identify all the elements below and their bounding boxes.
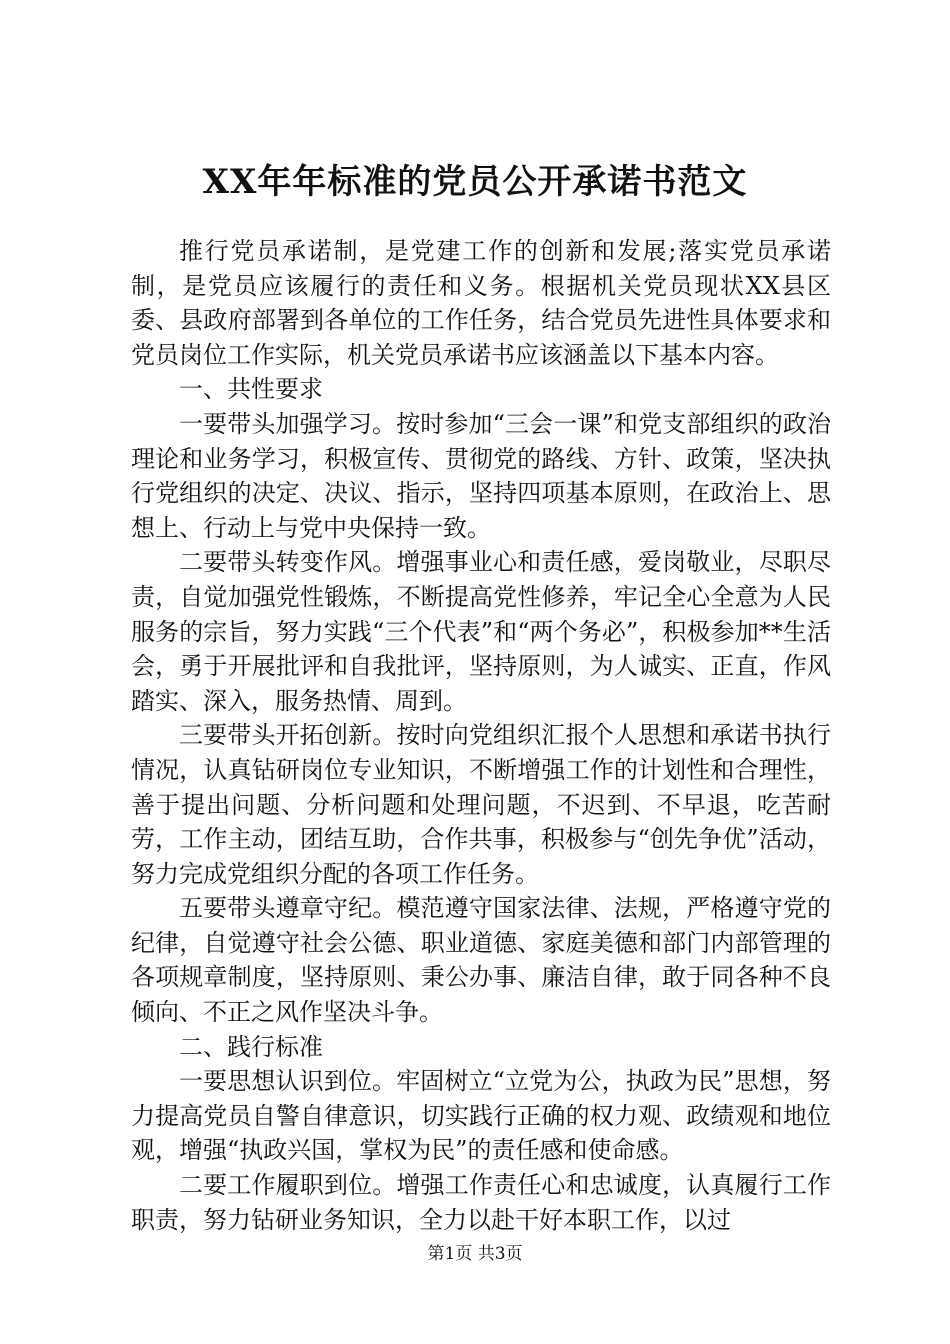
section-heading-practice-standards: 二、践行标准	[179, 1032, 323, 1061]
document-body	[131, 234, 831, 1237]
paragraph-study: 一要带头加强学习。按时参加“三会一课”和党支部组织的政治理论和业务学习，积极宣传、贯彻党的路线、方针、政策，坚决执行党组织的决定、决议、指示，坚持四项基本原则，在政治上、思想上、行动上与党中央保持一致。	[131, 409, 831, 542]
paragraph-work-style: 二要带头转变作风。增强事业心和责任感，爱岗敬业，尽职尽责，自觉加强党性锻炼，不断提高党性修养，牢记全心全意为人民服务的宗旨，努力实践“三个代表”和“两个务必”，积极参加**生活会，勇于开展批评和自我批评，坚持原则，为人诚实、正直，作风踏实、深入，服务热情、周到。	[131, 548, 831, 715]
paragraph-intro: 推行党员承诺制，是党建工作的创新和发展;落实党员承诺制，是党员应该履行的责任和义务。根据机关党员现状XX县区委、县政府部署到各单位的工作任务，结合党员先进性具体要求和党员岗位工作实际，机关党员承诺书应该涵盖以下基本内容。	[131, 237, 831, 369]
paragraph-ideology: 一要思想认识到位。牢固树立“立党为公，执政为民”思想，努力提高党员自警自律意识，切实践行正确的权力观、政绩观和地位观，增强“执政兴国，掌权为民”的责任感和使命感。	[131, 1067, 831, 1165]
paragraph-duty: 二要工作履职到位。增强工作责任心和忠诚度，认真履行工作职责，努力钻研业务知识，全力以赴干好本职工作，以过	[131, 1171, 831, 1234]
document-title: XX年年标准的党员公开承诺书范文	[202, 162, 748, 202]
paragraph-discipline: 五要带头遵章守纪。模范遵守国家法律、法规，严格遵守党的纪律，自觉遵守社会公德、职业道德、家庭美德和部门内部管理的各项规章制度，坚持原则、秉公办事、廉洁自律，敢于同各种不良倾向、不正之风作坚决斗争。	[131, 894, 831, 1027]
page-number-footer: 第1页 共3页	[427, 1244, 523, 1264]
paragraph-innovation: 三要带头开拓创新。按时向党组织汇报个人思想和承诺书执行情况，认真钻研岗位专业知识，不断增强工作的计划性和合理性，善于提出问题、分析问题和处理问题，不迟到、不早退，吃苦耐劳，工作主动，团结互助，合作共事，积极参与“创先争优”活动，努力完成党组织分配的各项工作任务。	[131, 721, 831, 888]
section-heading-common-requirements: 一、共性要求	[179, 375, 323, 404]
